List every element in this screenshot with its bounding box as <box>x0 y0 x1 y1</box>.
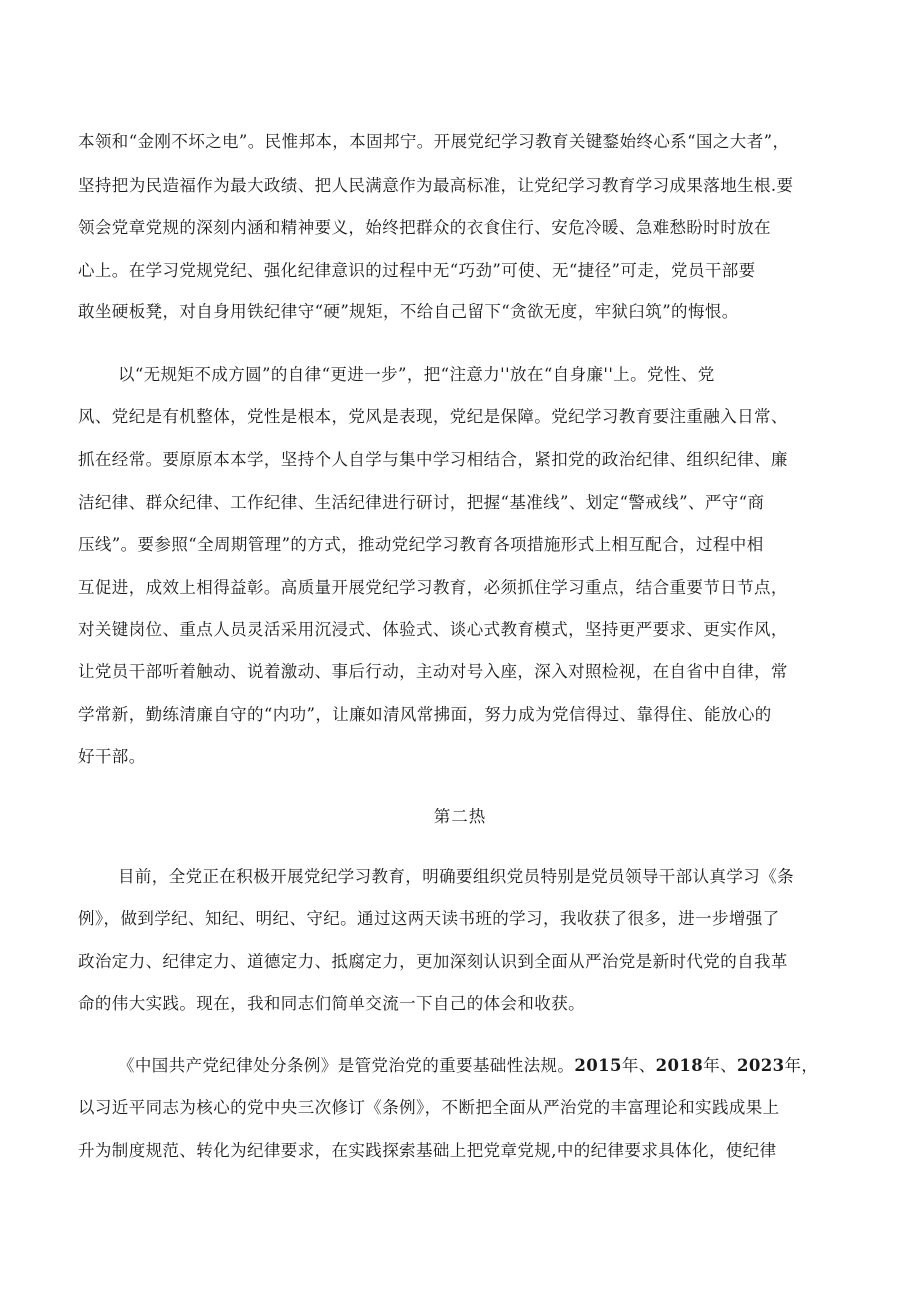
paragraph-1-line-5: 敢坐硬板凳，对自身用铁纪律守“硬”规矩，不给自己留下“贪欲无度，牢狱臼筑”的悔恨。 <box>78 302 739 321</box>
paragraph-4-line-2: 以习近平同志为核心的党中央三次修订《条例》，不断把全面从严治党的丰富理论和实践成果上 <box>78 1098 780 1117</box>
year-2018: 2018 <box>655 1056 704 1075</box>
paragraph-2-line-5: 压线”。要参照“全周期管理”的方式，推动党纪学习教育各项措施形式上相互配合，过程中相 <box>78 535 764 554</box>
year-separator-1: 年、 <box>621 1056 656 1075</box>
paragraph-2-line-3: 抓在经常。要原原本本学，坚持个人自学与集中学习相结合，紧扣党的政治纪律、组织纪律、廉 <box>78 450 788 469</box>
paragraph-3-line-4: 命的伟大实践。现在，我和同志们简单交流一下自己的体会和收获。 <box>78 994 585 1013</box>
paragraph-2-line-10: 好干部。 <box>78 747 146 766</box>
paragraph-3-line-3: 政治定力、纪律定力、道德定力、抵腐定力，更加深刻认识到全面从严治党是新时代党的自我革 <box>78 952 788 971</box>
paragraph-1-line-4: 心上。在学习党规党纪、强化纪律意识的过程中无“巧劲”可使、无“捷径”可走，党员干部要 <box>78 261 756 280</box>
paragraph-4-line-1-text: 《中国共产党纪律处分条例》是管党治党的重要基础性法规。 <box>118 1056 575 1075</box>
year-separator-2: 年、 <box>703 1056 737 1075</box>
paragraph-2-line-9: 学常新，勤练清廉自守的“内功”，让廉如清风常拂面，努力成为党信得过、靠得住、能放心的 <box>78 705 772 724</box>
paragraph-2-line-7: 对关键岗位、重点人员灵活采用沉浸式、体验式、谈心式教育模式，坚持更严要求、更实作风， <box>78 620 788 639</box>
year-2015: 2015 <box>574 1056 622 1075</box>
paragraph-3-line-1: 目前，全党正在积极开展党纪学习教育，明确要组织党员特别是党员领导干部认真学习《条 <box>118 867 794 886</box>
paragraph-2-line-2: 风、党纪是有机整体，党性是根本，党风是表现，党纪是保障。党纪学习教育要注重融入日常、 <box>78 407 788 426</box>
year-2023: 2023 <box>737 1056 785 1075</box>
paragraph-2-line-8: 让党员干部听着触动、说着激动、事后行动，主动对号入座，深入对照检视，在自省中自律，常 <box>78 662 788 681</box>
paragraph-4-line-3: 升为制度规范、转化为纪律要求，在实践探索基础上把党章党规,中的纪律要求具体化，使纪律 <box>78 1141 777 1160</box>
paragraph-2-line-4: 洁纪律、群众纪律、工作纪律、生活纪律进行研讨，把握“基准线”、划定“警戒线”、严守“商 <box>78 493 765 512</box>
paragraph-1-line-1: 本领和“金刚不坏之电”。民惟邦本，本固邦宁。开展党纪学习教育关键鍪始终心系“国之大者”， <box>78 132 790 151</box>
paragraph-1-line-2: 坚持把为民造福作为最大政绩、把人民满意作为最高标准，让党纪学习教育学习成果落地生根.要 <box>78 176 794 195</box>
paragraph-1-line-3: 领会党章党规的深刻内涵和精神要义，始终把群众的衣食住行、安危冷暖、急难愁盼时时放在 <box>78 218 771 237</box>
paragraph-4-line-1 <box>118 1054 854 1078</box>
year-separator-3: 年， <box>784 1056 819 1075</box>
paragraph-3-line-2: 例》，做到学纪、知纪、明纪、守纪。通过这两天读书班的学习，我收获了很多，进一步增强了 <box>78 909 780 928</box>
section-heading: 第二热 <box>433 807 487 826</box>
paragraph-2-line-1: 以“无规矩不成方圆”的自律“更进一步”，把“注意力''放在“自身廉''上。党性、党 <box>118 365 715 384</box>
paragraph-2-line-6: 互促进，成效上相得益彰。高质量开展党纪学习教育，必须抓住学习重点，结合重要节日节点， <box>78 578 788 597</box>
